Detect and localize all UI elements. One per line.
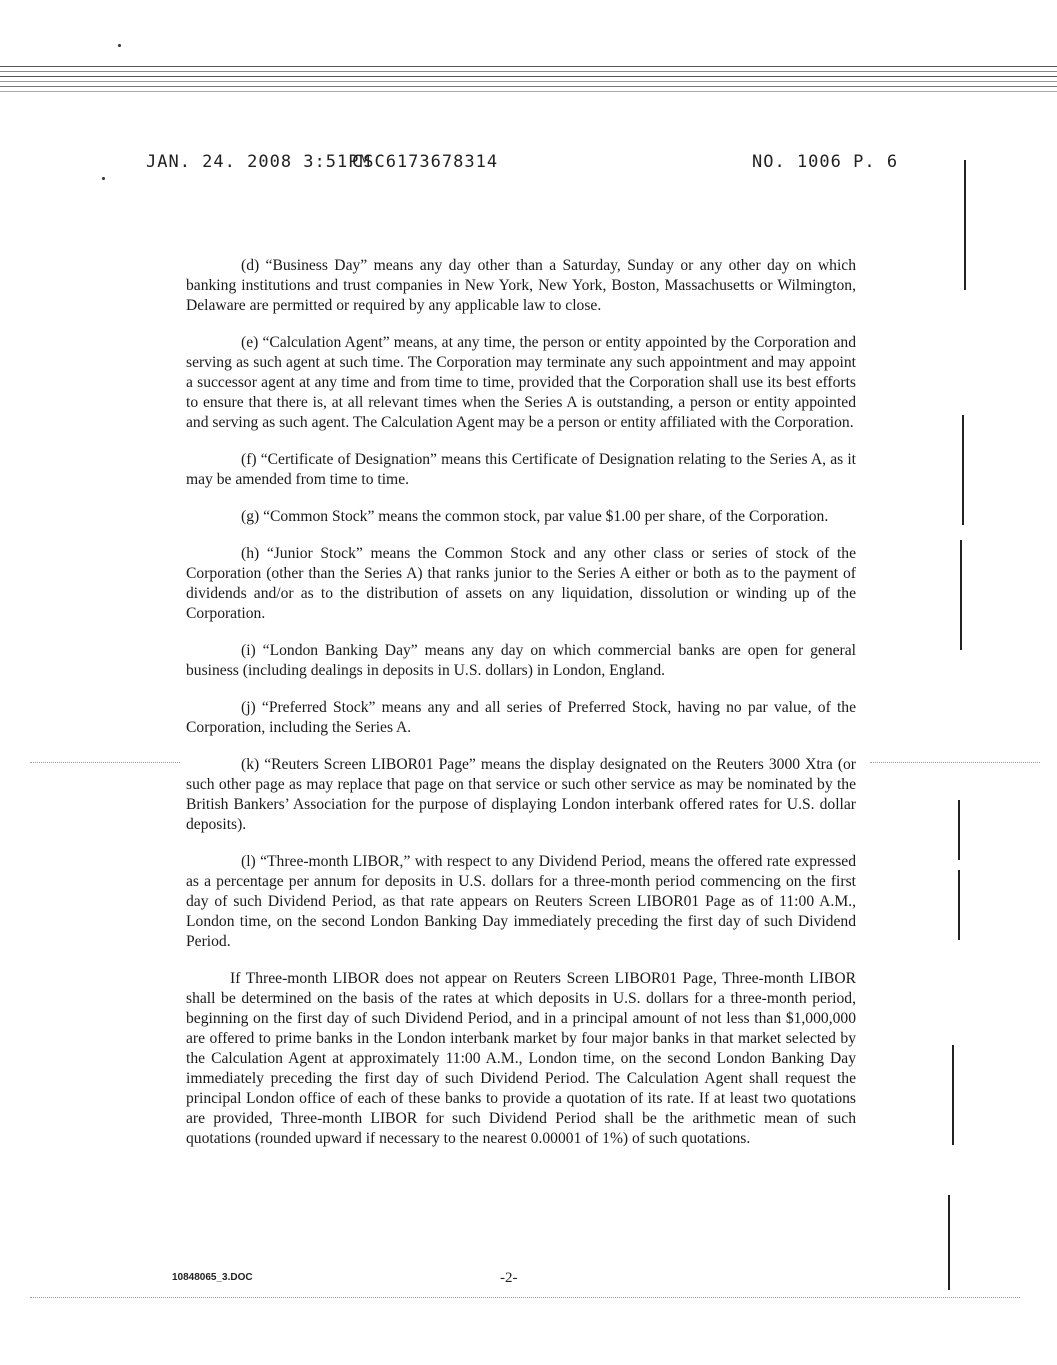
scan-dotted-line [870, 762, 1040, 763]
definition-three-month-libor: (l) “Three-month LIBOR,” with respect to any Dividend Period, means the offered rate expressed as a percentage per annum for deposits in U.S. dollars for a three-month period commencing on the first day of such Dividend Period, as that rate appears on Reuters Screen LIBOR01 Page as of 11:00 A.M., London time, on the second London Banking Day immediately preceding the first day of such Dividend Period. [186, 853, 856, 950]
definition-reuters-screen: (k) “Reuters Screen LIBOR01 Page” means the display designated on the Reuters 3000 Xtra (or such other page as may replace that page on that service or such other service as may be nominated by the British Bankers’ Association for the purpose of displaying London interbank offered rates for U.S. dollar deposits). [186, 756, 856, 833]
footer-page-number: -2- [500, 1270, 518, 1286]
scan-speck [102, 177, 105, 180]
definition-calculation-agent: (e) “Calculation Agent” means, at any time, the person or entity appointed by the Corporation and serving as such agent at such time. The Corporation may terminate any such appointment and may appoint a successor agent at any time and from time to time, provided that the Corporation shall use its best efforts to ensure that there is, at all relevant times when the Series A is outstanding, a person or entity appointed and serving as such agent. The Calculation Agent may be a person or entity affiliated with the Corporation. [186, 334, 856, 431]
scan-dotted-line [30, 1297, 1020, 1298]
definition-preferred-stock: (j) “Preferred Stock” means any and all series of Preferred Stock, having no par value, of the Corporation, including the Series A. [186, 699, 856, 736]
fax-header-page-info: NO. 1006 P. 6 [752, 152, 899, 172]
definition-certificate-of-designation: (f) “Certificate of Designation” means this Certificate of Designation relating to the Series A, as it may be amended from time to time. [186, 451, 856, 488]
definition-junior-stock: (h) “Junior Stock” means the Common Stock and any other class or series of stock of the Corporation (other than the Series A) that ranks junior to the Series A either or both as to the payment of dividends and/or as to the distribution of assets on any liquidation, dissolution or winding up of the Corporation. [186, 545, 856, 622]
revision-margin-bar [952, 1045, 954, 1145]
revision-margin-bar [958, 800, 960, 860]
libor-fallback-paragraph: If Three-month LIBOR does not appear on Reuters Screen LIBOR01 Page, Three-month LIBOR shall be determined on the basis of the rates at which deposits in U.S. dollars for a three-month period, beginning on the first day of such Dividend Period, and in a principal amount of not less than $1,000,000 are offered to prime banks in the London interbank market by four major banks in that market selected by the Calculation Agent at approximately 11:00 A.M., London time, on the second London Banking Day immediately preceding the first day of such Dividend Period. The Calculation Agent shall request the principal London office of each of these banks to provide a quotation of its rate. If at least two quotations are provided, Three-month LIBOR for such Dividend Period shall be the arithmetic mean of such quotations (rounded upward if necessary to the nearest 0.00001 of 1%) of such quotations. [186, 970, 856, 1147]
definition-london-banking-day: (i) “London Banking Day” means any day on which commercial banks are open for general business (including dealings in deposits in U.S. dollars) in London, England. [186, 642, 856, 679]
revision-margin-bar [958, 870, 960, 940]
fax-header-datetime: JAN. 24. 2008 3:51PM [146, 152, 371, 172]
revision-margin-bar [962, 415, 964, 525]
document-body [186, 256, 856, 1166]
footer-file-name: 10848065_3.DOC [172, 1272, 253, 1283]
definition-common-stock: (g) “Common Stock” means the common stock, par value $1.00 per share, of the Corporation. [241, 508, 829, 525]
fax-transmission-lines [0, 62, 1057, 100]
scan-speck [118, 44, 121, 47]
revision-margin-bar [960, 540, 962, 650]
definition-business-day: (d) “Business Day” means any day other than a Saturday, Sunday or any other day on which banking institutions and trust companies in New York, New York, Boston, Massachusetts or Wilmington, Delaware are permitted or required by any applicable law to close. [186, 257, 856, 314]
revision-margin-bar [964, 160, 966, 290]
scan-dotted-line [30, 762, 180, 763]
fax-header-sender-id: CSC6173678314 [352, 152, 499, 172]
revision-margin-bar [948, 1195, 950, 1290]
